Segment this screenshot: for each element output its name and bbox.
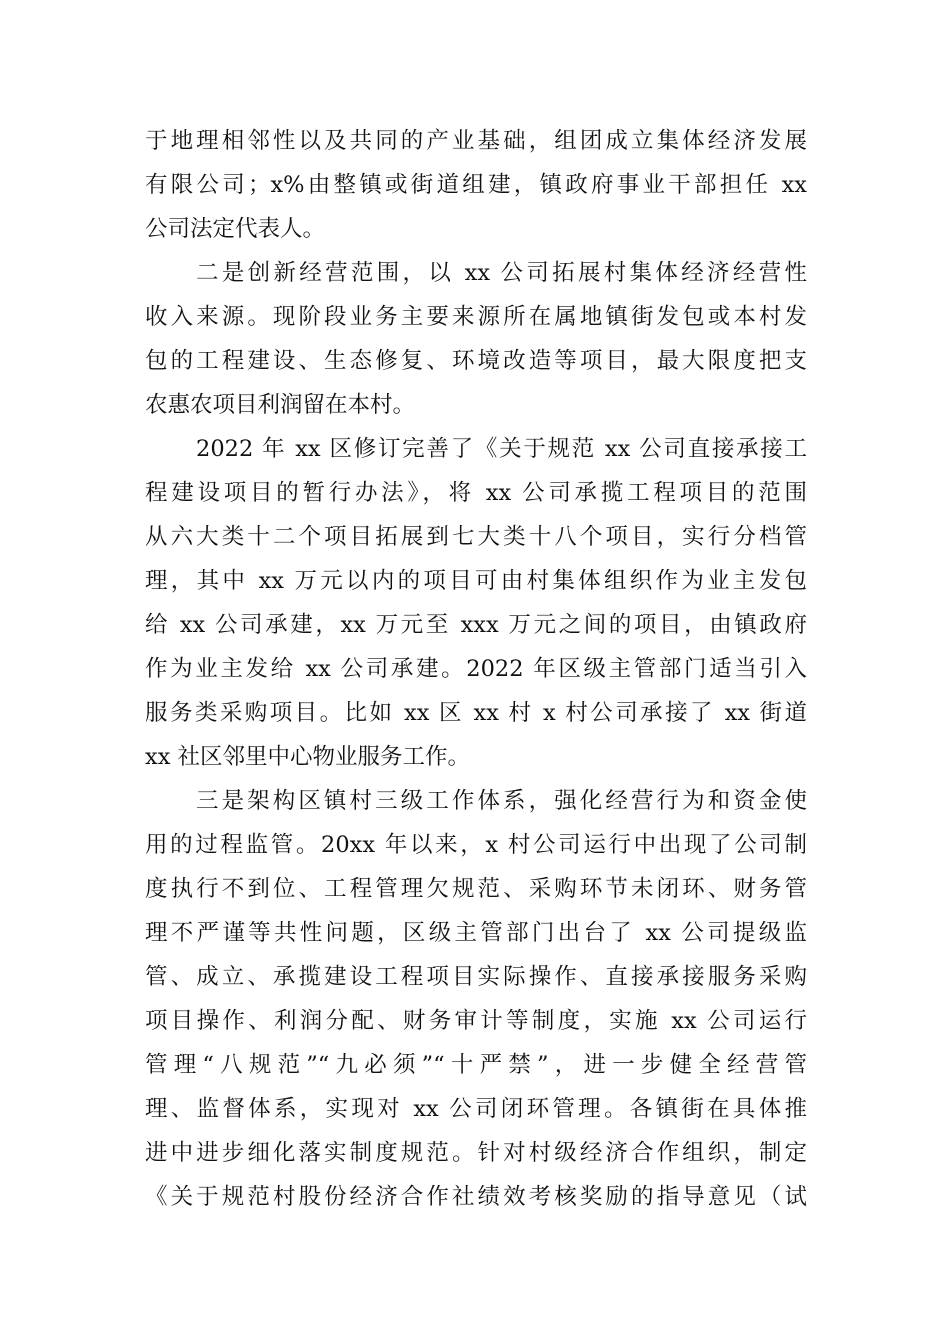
text-line: 从六大类十二个项目拓展到七大类十八个项目，实行分档管 <box>145 524 807 550</box>
text-line: 度执行不到位、工程管理欠规范、采购环节未闭环、财务管 <box>145 876 807 902</box>
text-line: xx 社区邻里中心物业服务工作。 <box>145 744 471 770</box>
text-line: 理，其中 xx 万元以内的项目可由村集体组织作为业主发包 <box>145 568 807 594</box>
text-line: 于地理相邻性以及共同的产业基础，组团成立集体经济发展 <box>145 128 807 154</box>
text-line: 服务类采购项目。比如 xx 区 xx 村 x 村公司承接了 xx 街道 <box>145 700 807 726</box>
paragraph-start-line: 三是架构区镇村三级工作体系，强化经营行为和资金使 <box>196 788 807 814</box>
text-line: 农惠农项目利润留在本村。 <box>145 392 416 418</box>
text-line: 管、成立、承揽建设工程项目实际操作、直接承接服务采购 <box>145 964 807 990</box>
text-line: 有限公司；x%由整镇或街道组建，镇政府事业干部担任 xx <box>145 172 807 198</box>
text-line: 公司法定代表人。 <box>145 216 326 242</box>
text-line: 包的工程建设、生态修复、环境改造等项目，最大限度把支 <box>145 348 807 374</box>
text-line: 理不严谨等共性问题，区级主管部门出台了 xx 公司提级监 <box>145 920 807 946</box>
text-line: 用的过程监管。20xx 年以来，x 村公司运行中出现了公司制 <box>145 832 807 858</box>
text-line: 给 xx 公司承建，xx 万元至 xxx 万元之间的项目，由镇政府 <box>145 612 807 638</box>
text-line: 《关于规范村股份经济合作社绩效考核奖励的指导意见（试 <box>145 1184 807 1210</box>
text-line: 收入来源。现阶段业务主要来源所在属地镇街发包或本村发 <box>145 304 807 330</box>
text-line: 管理“八规范”“九必须”“十严禁”，进一步健全经营管 <box>145 1052 807 1078</box>
body-text <box>145 119 807 1219</box>
paragraph-start-line: 2022 年 xx 区修订完善了《关于规范 xx 公司直接承接工 <box>196 436 807 462</box>
text-line: 程建设项目的暂行办法》，将 xx 公司承揽工程项目的范围 <box>145 480 807 506</box>
text-line: 项目操作、利润分配、财务审计等制度，实施 xx 公司运行 <box>145 1008 807 1034</box>
text-line: 理、监督体系，实现对 xx 公司闭环管理。各镇街在具体推 <box>145 1096 807 1122</box>
text-line: 作为业主发给 xx 公司承建。2022 年区级主管部门适当引入 <box>145 656 807 682</box>
text-line: 进中进步细化落实制度规范。针对村级经济合作组织，制定 <box>145 1140 807 1166</box>
paragraph-start-line: 二是创新经营范围，以 xx 公司拓展村集体经济经营性 <box>196 260 807 286</box>
